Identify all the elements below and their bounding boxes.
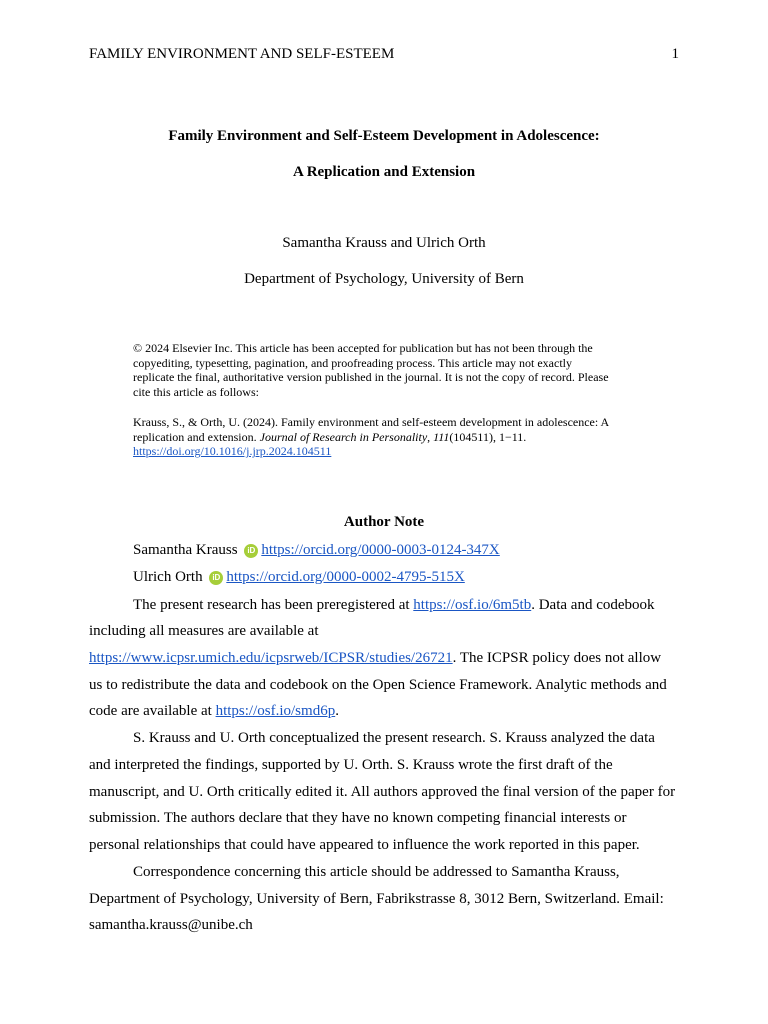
paper-title-line-1: Family Environment and Self-Esteem Development in Adolescence: (168, 128, 600, 144)
author-names: Samantha Krauss and Ulrich Orth (282, 235, 486, 251)
citation (133, 415, 638, 459)
citation-line-3 (133, 444, 638, 459)
paragraph-line: and interpreted the findings, supported by U. Orth. S. Krauss wrote the first draft of the (89, 757, 613, 773)
orcid-link-orth[interactable]: https://orcid.org/0000-0002-4795-515X (226, 569, 465, 585)
orcid-icon: iD (244, 544, 258, 558)
osf-code-link[interactable]: https://osf.io/smd6p (215, 703, 336, 719)
author-name: Ulrich Orth (133, 569, 203, 585)
paragraph-line: S. Krauss and U. Orth conceptualized the present research. S. Krauss analyzed the data (133, 730, 655, 746)
osf-prereg-link[interactable]: https://osf.io/6m5tb (413, 597, 532, 613)
paper-title-line-2: A Replication and Extension (292, 164, 476, 180)
citation-line-2: replication and extension. Journal of Research in Personality, 111(104511), 1−11. (133, 429, 527, 444)
journal-name: Journal of Research in Personality (259, 429, 428, 444)
correspondence-email: samantha.krauss@unibe.ch (89, 917, 253, 933)
orcid-icon: iD (209, 571, 223, 585)
paragraph-line: including all measures are available at (89, 623, 319, 639)
doi-link[interactable]: https://doi.org/10.1016/j.jrp.2024.104511 (133, 444, 332, 459)
citation-line-1: Krauss, S., & Orth, U. (2024). Family environment and self-esteem development in adolescence: A (133, 415, 610, 429)
paragraph-line: Correspondence concerning this article should be addressed to Samantha Krauss, (133, 864, 620, 880)
affiliation: Department of Psychology, University of Bern (244, 271, 524, 287)
orcid-line-orth (133, 564, 465, 590)
paragraph-line: submission. The authors declare that they have no known competing financial interests or (89, 810, 627, 826)
paragraph-line: manuscript, and U. Orth critically edited it. All authors approved the final version of the paper for (89, 784, 676, 800)
page-number: 1 (671, 46, 679, 62)
author-name: Samantha Krauss (133, 542, 238, 558)
paragraph-line: https://www.icpsr.umich.edu/icpsrweb/ICPSR/studies/26721. The ICPSR policy does not allow (89, 650, 662, 666)
orcid-line-krauss (133, 537, 500, 563)
paragraph-line: us to redistribute the data and codebook on the Open Science Framework. Analytic methods and (89, 677, 667, 693)
journal-volume: 111 (433, 429, 450, 444)
paragraph-line: personal relationships that could have appeared to influence the work reported in this paper. (89, 837, 640, 853)
running-head-title: FAMILY ENVIRONMENT AND SELF-ESTEEM (89, 46, 395, 62)
notice-line: cite this article as follows: (133, 385, 259, 400)
copyright-notice (133, 341, 638, 400)
icpsr-link[interactable]: https://www.icpsr.umich.edu/icpsrweb/ICPSR/studies/26721 (89, 650, 453, 666)
author-note-heading: Author Note (343, 514, 425, 530)
notice-line: © 2024 Elsevier Inc. This article has been accepted for publication but has not been through the (133, 341, 593, 355)
notice-line: replicate the final, authoritative version published in the journal. It is not the copy of record. Please (133, 370, 609, 385)
orcid-link-krauss[interactable]: https://orcid.org/0000-0003-0124-347X (261, 542, 500, 558)
notice-line: copyediting, typesetting, pagination, and proofreading process. This article may not exactly (133, 355, 572, 370)
paragraph-line: The present research has been preregistered at https://osf.io/6m5tb. Data and codebook (133, 597, 655, 613)
paragraph-line: code are available at https://osf.io/smd6p. (89, 703, 339, 719)
paragraph-line: Department of Psychology, University of Bern, Fabrikstrasse 8, 3012 Bern, Switzerland. Email: (89, 891, 664, 907)
